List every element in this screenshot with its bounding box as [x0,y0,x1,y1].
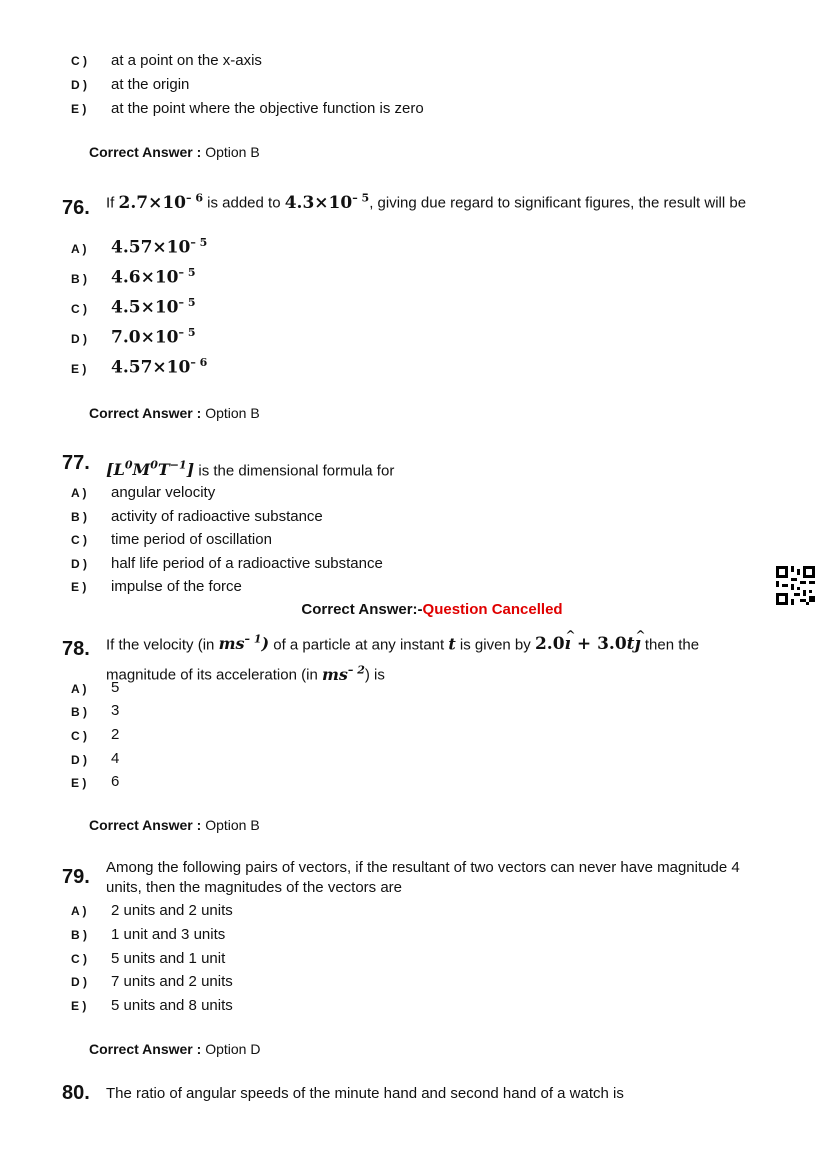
option-label: C ) [71,729,87,743]
math-value: $4.3\times 10^{- 5}$ [284,191,370,213]
option-label: E ) [71,102,87,116]
option-text: 7 units and 2 units [111,973,233,990]
option-label: C ) [71,302,87,316]
answer-prefix: Correct Answer:- [301,601,423,618]
option-label: B ) [71,510,87,524]
text-fragment: is added to [207,194,281,212]
text-fragment: magnitude of its acceleration (in [106,666,318,684]
option-label: A ) [71,486,87,500]
option-text: at the origin [111,76,190,93]
correct-answer [89,817,260,833]
correct-answer-cancelled [0,601,827,618]
unit: $ms^{- 2}$ [321,663,365,684]
answer-value: Option D [205,1041,261,1057]
text-fragment: ) is [364,666,385,684]
question-text [106,188,786,214]
qr-code-icon [776,566,815,605]
option-label: D ) [71,332,87,346]
question-text [106,627,786,688]
question-text [106,456,786,481]
text-fragment: If the velocity (in [106,636,215,654]
answer-value: Option B [205,817,260,833]
option-label: D ) [71,557,87,571]
text-fragment: is given by [459,636,531,654]
answer-value: Question Cancelled [422,601,563,618]
option-label: B ) [71,272,87,286]
question-number: 76. [62,197,90,219]
option-label: E ) [71,580,87,594]
option-label: C ) [71,54,87,68]
unit: $ms^{- 1}$) [218,633,270,654]
option-text: $4.57\times 10^{- 5}$ [111,236,208,258]
option-text: $7.0\times 10^{- 5}$ [111,326,196,348]
option-label: D ) [71,78,87,92]
correct-answer [89,144,260,160]
answer-value: Option B [205,144,260,160]
question-number: 78. [62,638,90,660]
answer-prefix: Correct Answer : [89,1041,202,1057]
answer-prefix: Correct Answer : [89,144,202,160]
option-label: A ) [71,242,87,256]
option-label: D ) [71,753,87,767]
option-text: time period of oscillation [111,531,272,548]
option-text: 5 units and 1 unit [111,950,226,967]
option-label: B ) [71,705,87,719]
option-text: 2 [111,726,120,743]
option-text: activity of radioactive substance [111,508,323,525]
option-text: $4.6\times 10^{- 5}$ [111,266,196,288]
option-text: 3 [111,702,120,719]
question-text: The ratio of angular speeds of the minute hand and second hand of a watch is [106,1085,624,1102]
option-label: B ) [71,928,87,942]
option-label: A ) [71,682,87,696]
text-fragment: of a particle at any instant [273,636,445,654]
text-fragment: is the dimensional formula for [198,462,395,480]
text-fragment: , giving due regard to significant figures, the result will be [369,194,747,212]
option-label: C ) [71,952,87,966]
option-label: E ) [71,362,87,376]
correct-answer [89,1041,260,1057]
text-fragment: If [106,194,115,212]
velocity-expression: 2.0^ ı + 3.0t^ ȷ [535,634,641,654]
dimensional-formula: $[L^0M^0T^{-1}]$ [106,459,195,480]
option-text: at the point where the objective function is zero [111,100,424,117]
option-label: E ) [71,776,87,790]
text-fragment: then the [644,636,700,654]
option-text: half life period of a radioactive substance [111,555,383,572]
option-label: A ) [71,904,87,918]
answer-value: Option B [205,405,260,421]
option-label: D ) [71,975,87,989]
option-text: 1 unit and 3 units [111,926,226,943]
question-number: 79. [62,866,90,888]
option-text: impulse of the force [111,578,242,595]
question-number: 80. [62,1082,90,1104]
option-text: 6 [111,773,120,790]
option-text: $4.57\times 10^{- 6}$ [111,356,208,378]
question-text: Among the following pairs of vectors, if the resultant of two vectors can never have magnitude 4 units, then the magnitudes of the vectors are [106,859,740,896]
answer-prefix: Correct Answer : [89,405,202,421]
option-text: 2 units and 2 units [111,902,233,919]
option-label: C ) [71,533,87,547]
option-text: 4 [111,750,120,767]
variable: t [448,634,456,654]
option-text: 5 units and 8 units [111,997,233,1014]
correct-answer [89,405,260,421]
question-number: 77. [62,452,90,474]
option-text: 5 [111,679,120,696]
option-label: E ) [71,999,87,1013]
option-text: angular velocity [111,484,216,501]
math-value: $2.7\times 10^{- 6}$ [118,191,203,213]
answer-prefix: Correct Answer : [89,817,202,833]
option-text: $4.5\times 10^{- 5}$ [111,296,196,318]
option-text: at a point on the x-axis [111,52,262,69]
